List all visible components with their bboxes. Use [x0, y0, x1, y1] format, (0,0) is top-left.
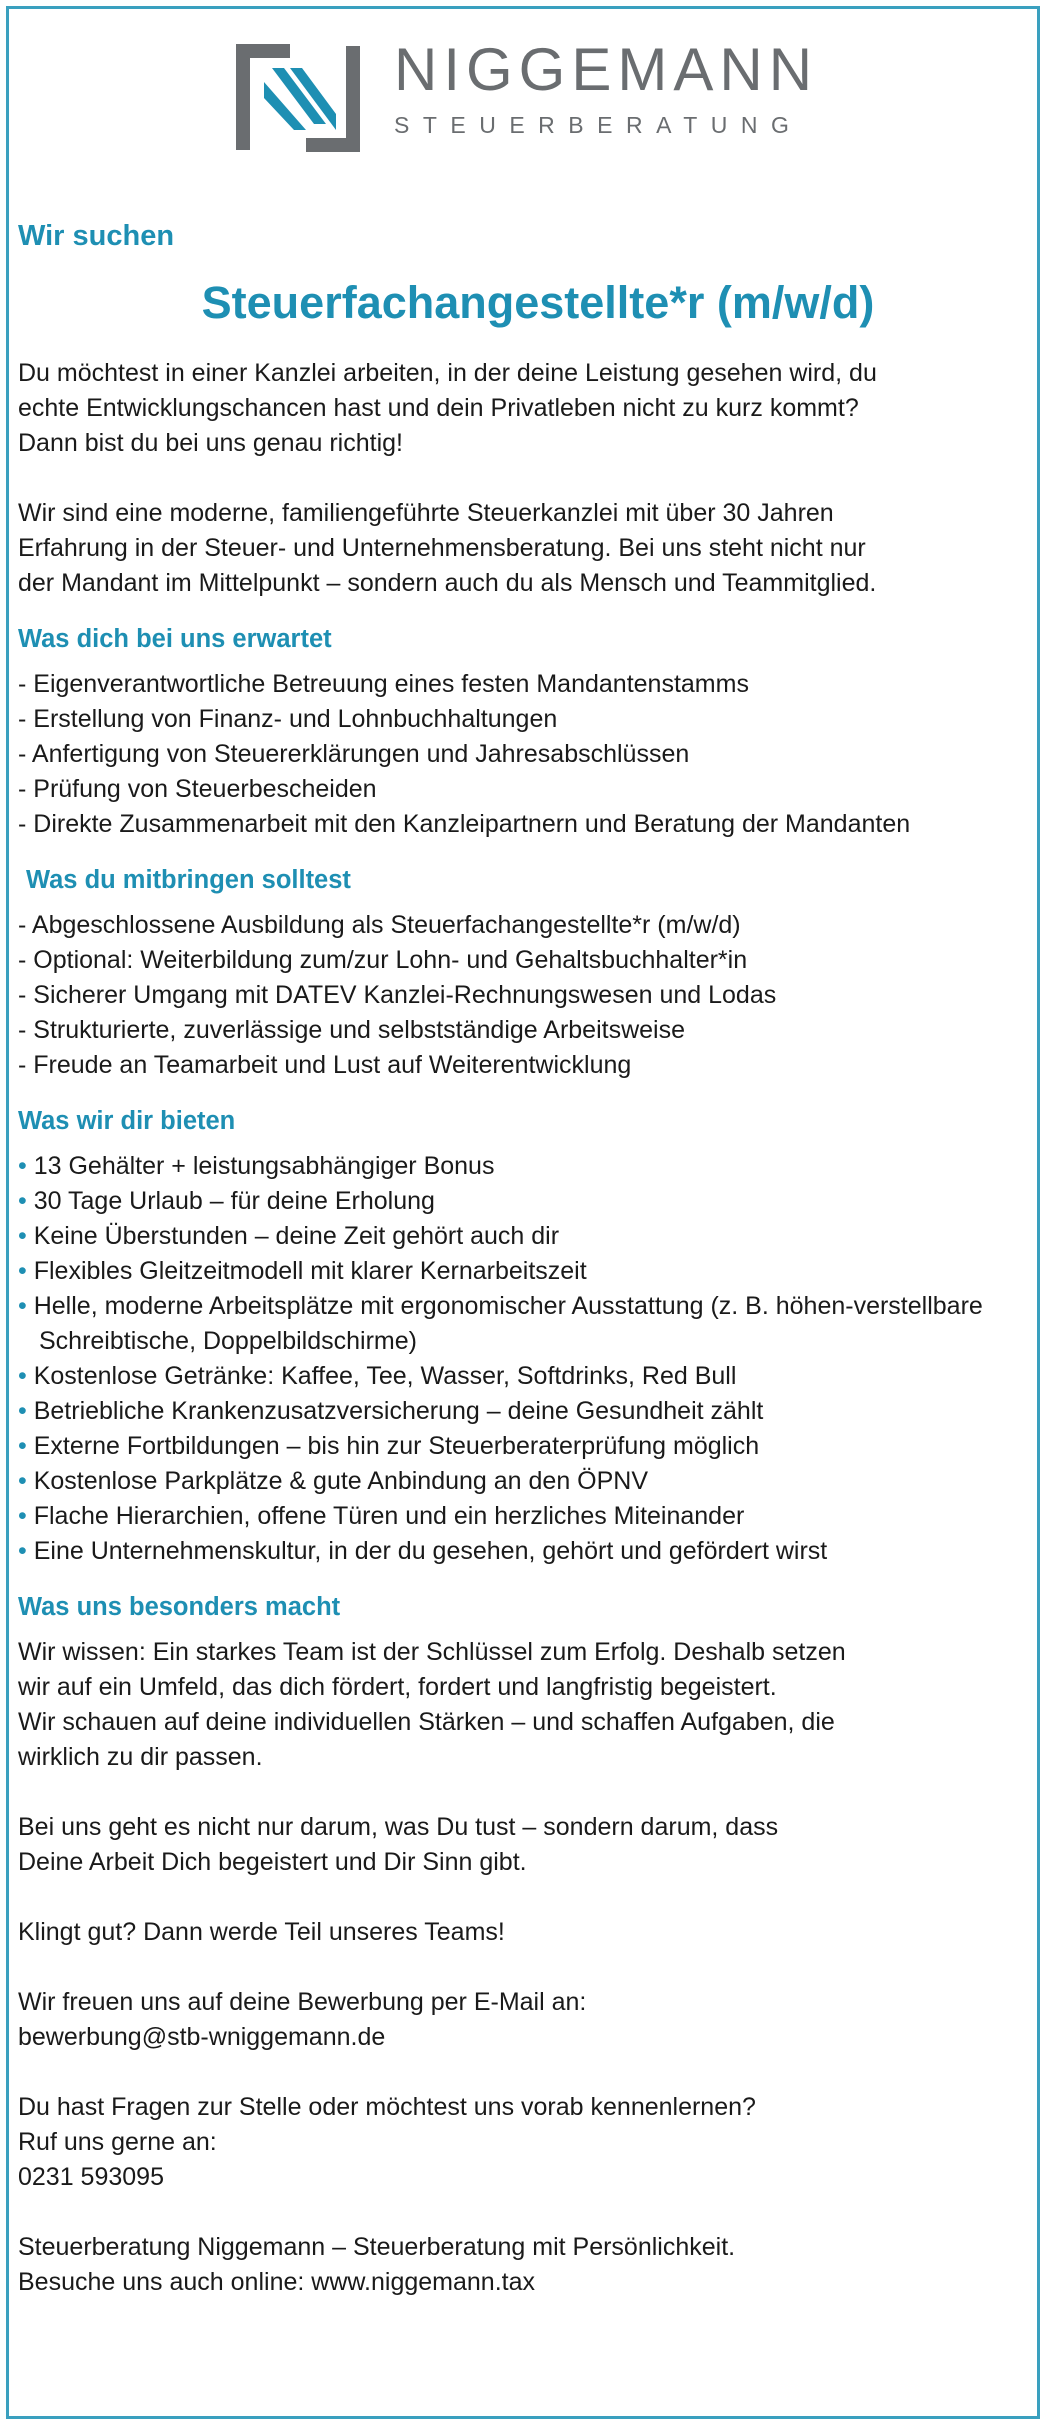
call-to-action: Klingt gut? Dann werde Teil unseres Teams!	[18, 1918, 505, 1946]
text-line: der Mandant im Mittelpunkt – sondern auch du als Mensch und Teammitglied.	[18, 569, 877, 597]
text-line: wir auf ein Umfeld, das dich fördert, fordert und langfristig begeistert.	[18, 1673, 777, 1701]
email-link[interactable]: bewerbung@stb-wniggemann.de	[18, 2023, 386, 2051]
job-title: Steuerfachangestellte*r (m/w/d)	[201, 277, 875, 328]
list-item: • 13 Gehälter + leistungsabhängiger Bonus	[18, 1152, 495, 1180]
special-paragraph-2	[18, 1810, 1028, 1880]
text-line: Wir wissen: Ein starkes Team ist der Schlüssel zum Erfolg. Deshalb setzen	[18, 1638, 846, 1666]
questions-text: Du hast Fragen zur Stelle oder möchtest uns vorab kennenlernen?	[18, 2093, 756, 2121]
intro-paragraph-2	[18, 496, 1028, 601]
list-item: • Keine Überstunden – deine Zeit gehört auch dir	[18, 1222, 560, 1250]
text-line: Erfahrung in der Steuer- und Unternehmensberatung. Bei uns steht nicht nur	[18, 534, 866, 562]
bullet-icon: •	[18, 1432, 27, 1460]
list-item: - Direkte Zusammenarbeit mit den Kanzleipartnern und Beratung der Mandanten	[18, 810, 911, 838]
website-label: Besuche uns auch online:	[18, 2268, 312, 2296]
text-line: Dann bist du bei uns genau richtig!	[18, 429, 403, 457]
website-line	[18, 2265, 1028, 2300]
section-heading-expect: Was dich bei uns erwartet	[18, 625, 332, 653]
text-line: Wir sind eine moderne, familiengeführte Steuerkanzlei mit über 30 Jahren	[18, 499, 834, 527]
bullet-icon: •	[18, 1257, 27, 1285]
list-item: - Sicherer Umgang mit DATEV Kanzlei-Rechnungswesen und Lodas	[18, 981, 777, 1009]
apply-text: Wir freuen uns auf deine Bewerbung per E-Mail an:	[18, 1988, 587, 2016]
intro-paragraph-1	[18, 356, 1028, 461]
text-line: echte Entwicklungschancen hast und dein Privatleben nicht zu kurz kommt?	[18, 394, 859, 422]
niggemann-logo-icon	[232, 38, 367, 158]
list-item: - Anfertigung von Steuererklärungen und Jahresabschlüssen	[18, 740, 690, 768]
list-item: - Erstellung von Finanz- und Lohnbuchhaltungen	[18, 705, 558, 733]
list-item: - Strukturierte, zuverlässige und selbstständige Arbeitsweise	[18, 1016, 685, 1044]
list-item: • 30 Tage Urlaub – für deine Erholung	[18, 1187, 435, 1215]
text-line: Du möchtest in einer Kanzlei arbeiten, in der deine Leistung gesehen wird, du	[18, 359, 877, 387]
text-line: Wir schauen auf deine individuellen Stärken – und schaffen Aufgaben, die	[18, 1708, 835, 1736]
job-ad	[18, 214, 1028, 2300]
list-item: • Kostenlose Parkplätze & gute Anbindung an den ÖPNV	[18, 1467, 649, 1495]
list-item: - Prüfung von Steuerbescheiden	[18, 775, 377, 803]
bullet-icon: •	[18, 1397, 27, 1425]
text-line: Bei uns geht es nicht nur darum, was Du tust – sondern darum, dass	[18, 1813, 779, 1841]
bullet-icon: •	[18, 1187, 27, 1215]
expect-list	[18, 667, 1028, 842]
text-line: Deine Arbeit Dich begeistert und Dir Sinn gibt.	[18, 1848, 527, 1876]
special-paragraph-1	[18, 1635, 1028, 1775]
bullet-icon: •	[18, 1152, 27, 1180]
text-line: wirklich zu dir passen.	[18, 1743, 263, 1771]
list-item: • Flexibles Gleitzeitmodell mit klarer Kernarbeitszeit	[18, 1257, 587, 1285]
list-item: • Helle, moderne Arbeitsplätze mit ergonomischer Ausstattung (z. B. höhen-verstellbare Schreibtische, Doppelbildschirme)	[18, 1292, 983, 1355]
call-text: Ruf uns gerne an:	[18, 2128, 217, 2156]
logo-brand: NIGGEMANN	[394, 36, 819, 103]
list-item: - Eigenverantwortliche Betreuung eines festen Mandantenstamms	[18, 670, 749, 698]
bullet-icon: •	[18, 1292, 27, 1320]
section-heading-special: Was uns besonders macht	[18, 1593, 341, 1621]
section-heading-offer: Was wir dir bieten	[18, 1107, 236, 1135]
list-item: • Flache Hierarchien, offene Türen und ein herzliches Miteinander	[18, 1502, 745, 1530]
list-item: • Kostenlose Getränke: Kaffee, Tee, Wasser, Softdrinks, Red Bull	[18, 1362, 737, 1390]
closing-text: Steuerberatung Niggemann – Steuerberatung mit Persönlichkeit.	[18, 2233, 736, 2261]
company-logo	[232, 34, 822, 154]
bullet-icon: •	[18, 1362, 27, 1390]
offer-list	[18, 1149, 1028, 1569]
bullet-icon: •	[18, 1222, 27, 1250]
bullet-icon: •	[18, 1502, 27, 1530]
list-item: • Eine Unternehmenskultur, in der du gesehen, gehört und gefördert wirst	[18, 1537, 828, 1565]
list-item: - Abgeschlossene Ausbildung als Steuerfachangestellte*r (m/w/d)	[18, 911, 741, 939]
bring-list	[18, 908, 1028, 1083]
list-item: - Freude an Teamarbeit und Lust auf Weiterentwicklung	[18, 1051, 632, 1079]
section-heading-bring: Was du mitbringen solltest	[26, 866, 351, 894]
phone-number[interactable]: 0231 593095	[18, 2163, 164, 2191]
bullet-icon: •	[18, 1467, 27, 1495]
logo-subtitle: STEUERBERATUNG	[394, 112, 803, 138]
list-item: - Optional: Weiterbildung zum/zur Lohn- und Gehaltsbuchhalter*in	[18, 946, 748, 974]
kicker: Wir suchen	[18, 220, 175, 252]
website-link[interactable]: www.niggemann.tax	[311, 2268, 535, 2296]
list-item: • Externe Fortbildungen – bis hin zur Steuerberaterprüfung möglich	[18, 1432, 760, 1460]
list-item: • Betriebliche Krankenzusatzversicherung – deine Gesundheit zählt	[18, 1397, 764, 1425]
bullet-icon: •	[18, 1537, 27, 1565]
